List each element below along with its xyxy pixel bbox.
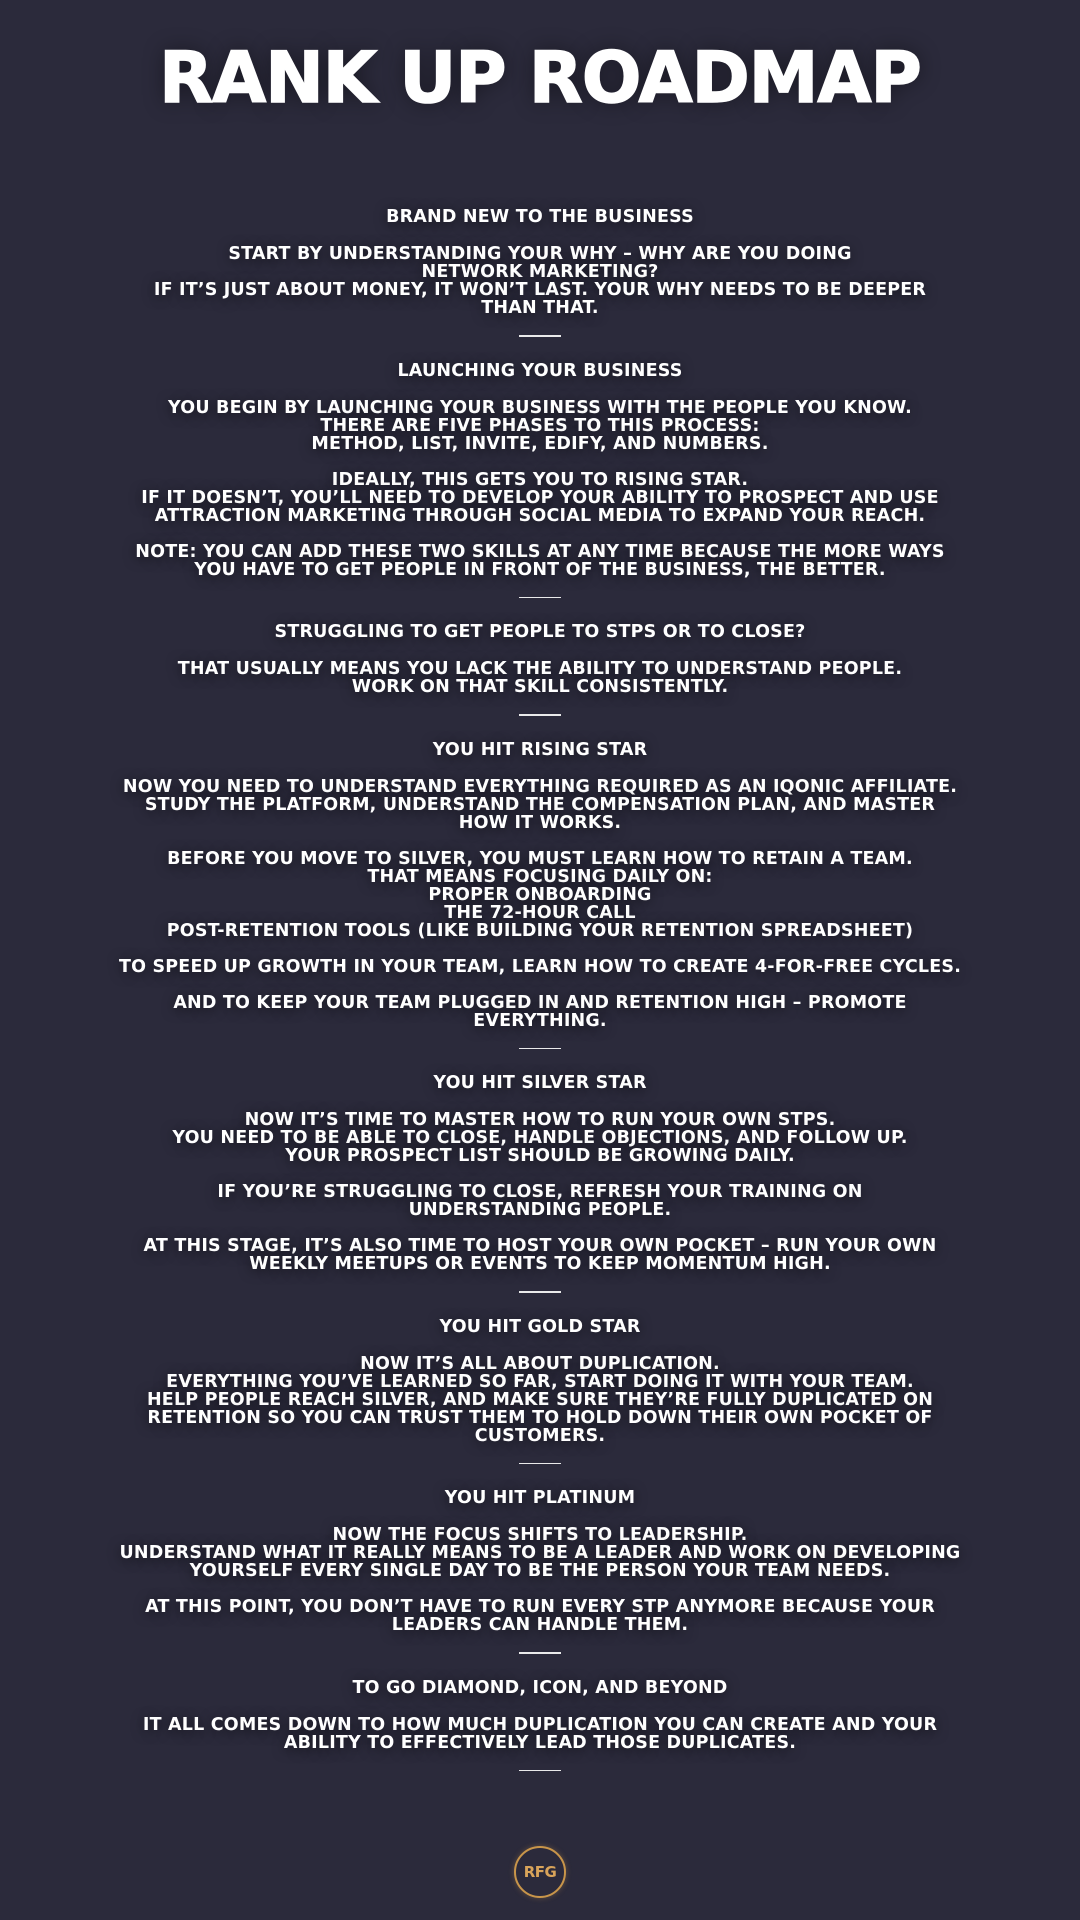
roadmap-section — [80, 362, 1000, 599]
section-paragraph: NOW THE FOCUS SHIFTS TO LEADERSHIP. UNDERSTAND WHAT IT REALLY MEANS TO BE A LEADER AND WORK ON DEVELOPING YOURSELF EVERY SINGLE DAY TO BE THE PERSON YOUR TEAM NEEDS. — [119, 1525, 961, 1581]
roadmap-section — [80, 741, 1000, 1050]
section-heading: YOU HIT SILVER STAR — [433, 1073, 647, 1093]
roadmap-section — [80, 623, 1000, 716]
logo-text: RFG — [523, 1863, 557, 1881]
section-paragraph: BEFORE YOU MOVE TO SILVER, YOU MUST LEARN HOW TO RETAIN A TEAM. THAT MEANS FOCUSING DAILY ON: PROPER ONBOARDING THE 72-HOUR CALL POST-RETENTION TOOLS (LIKE BUILDING YOUR RETENTION SPREADSHEET) — [166, 848, 914, 941]
section-paragraph: NOW IT’S ALL ABOUT DUPLICATION. EVERYTHING YOU’VE LEARNED SO FAR, START DOING IT WITH YOUR TEAM. HELP PEOPLE REACH SILVER, AND MAKE SURE THEY’RE FULLY DUPLICATED ON RETENTION SO YOU CAN TRUST THEM TO HOLD DOWN THEIR OWN POCKET OF CUSTOMERS. — [146, 1353, 934, 1446]
section-divider — [519, 1463, 561, 1465]
section-divider — [519, 597, 561, 599]
section-heading: YOU HIT PLATINUM — [444, 1488, 636, 1508]
rfg-logo-icon — [514, 1846, 566, 1898]
roadmap-section — [80, 1679, 1000, 1772]
section-paragraph: NOW IT’S TIME TO MASTER HOW TO RUN YOUR OWN STPS. YOU NEED TO BE ABLE TO CLOSE, HANDLE OBJECTIONS, AND FOLLOW UP. YOUR PROSPECT LIST SHOULD BE GROWING DAILY. — [172, 1110, 908, 1166]
page-title: RANK UP ROADMAP — [159, 37, 921, 119]
section-divider — [519, 1048, 561, 1050]
section-paragraph: AT THIS POINT, YOU DON’T HAVE TO RUN EVERY STP ANYMORE BECAUSE YOUR LEADERS CAN HANDLE THEM. — [145, 1597, 935, 1635]
section-paragraph: IT ALL COMES DOWN TO HOW MUCH DUPLICATION YOU CAN CREATE AND YOUR ABILITY TO EFFECTIVELY LEAD THOSE DUPLICATES. — [142, 1714, 938, 1753]
section-heading: STRUGGLING TO GET PEOPLE TO STPS OR TO CLOSE? — [274, 622, 806, 642]
roadmap-section — [80, 1318, 1000, 1465]
section-paragraph: IDEALLY, THIS GETS YOU TO RISING STAR. IF IT DOESN’T, YOU’LL NEED TO DEVELOP YOUR ABILITY TO PROSPECT AND USE ATTRACTION MARKETING THROUGH SOCIAL MEDIA TO EXPAND YOUR REACH. — [141, 469, 939, 526]
section-heading: BRAND NEW TO THE BUSINESS — [386, 207, 694, 227]
section-heading: TO GO DIAMOND, ICON, AND BEYOND — [352, 1677, 728, 1698]
section-paragraph: NOW YOU NEED TO UNDERSTAND EVERYTHING REQUIRED AS AN IQONIC AFFILIATE. STUDY THE PLATFORM, UNDERSTAND THE COMPENSATION PLAN, AND MASTER HOW IT WORKS. — [122, 776, 958, 833]
section-heading: YOU HIT GOLD STAR — [439, 1316, 641, 1337]
section-paragraph: IF YOU’RE STRUGGLING TO CLOSE, REFRESH YOUR TRAINING ON UNDERSTANDING PEOPLE. — [217, 1182, 863, 1220]
section-divider — [519, 1652, 561, 1654]
section-divider — [519, 1291, 561, 1293]
roadmap-section — [80, 208, 1000, 337]
section-paragraph: AT THIS STAGE, IT’S ALSO TIME TO HOST YOUR OWN POCKET – RUN YOUR OWN WEEKLY MEETUPS OR EVENTS TO KEEP MOMENTUM HIGH. — [143, 1236, 937, 1274]
section-divider — [519, 1770, 561, 1772]
section-divider — [519, 714, 561, 716]
section-heading: YOU HIT RISING STAR — [432, 739, 648, 760]
section-paragraph: YOU BEGIN BY LAUNCHING YOUR BUSINESS WITH THE PEOPLE YOU KNOW. THERE ARE FIVE PHASES TO THIS PROCESS: METHOD, LIST, INVITE, EDIFY, AND NUMBERS. — [168, 397, 912, 454]
roadmap-section — [80, 1489, 1000, 1654]
section-paragraph: AND TO KEEP YOUR TEAM PLUGGED IN AND RETENTION HIGH – PROMOTE EVERYTHING. — [173, 992, 907, 1031]
section-paragraph: THAT USUALLY MEANS YOU LACK THE ABILITY TO UNDERSTAND PEOPLE. WORK ON THAT SKILL CONSISTENTLY. — [177, 659, 903, 697]
section-paragraph: TO SPEED UP GROWTH IN YOUR TEAM, LEARN HOW TO CREATE 4-FOR-FREE CYCLES. — [118, 956, 962, 977]
roadmap-section — [80, 1074, 1000, 1293]
section-heading: LAUNCHING YOUR BUSINESS — [397, 360, 683, 381]
roadmap-content — [80, 208, 1000, 1771]
section-divider — [519, 335, 561, 337]
section-paragraph: START BY UNDERSTANDING YOUR WHY – WHY ARE YOU DOING NETWORK MARKETING? IF IT’S JUST ABOUT MONEY, IT WON’T LAST. YOUR WHY NEEDS TO BE DEEPER THAN THAT. — [153, 244, 927, 318]
section-paragraph: NOTE: YOU CAN ADD THESE TWO SKILLS AT ANY TIME BECAUSE THE MORE WAYS YOU HAVE TO GET PEOPLE IN FRONT OF THE BUSINESS, THE BETTER. — [135, 541, 945, 580]
